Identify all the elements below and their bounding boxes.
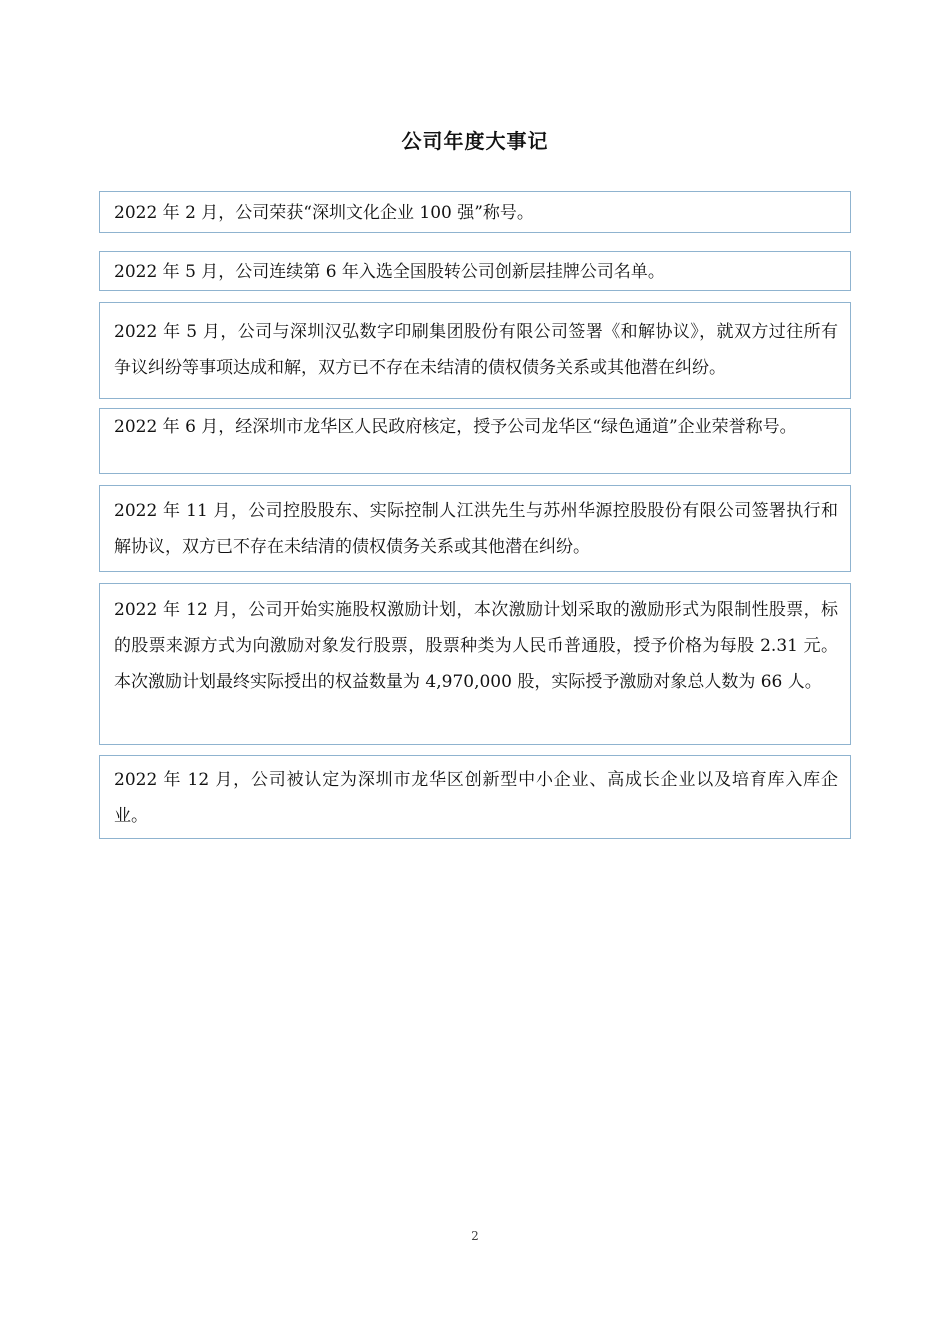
event-box xyxy=(99,302,851,399)
event-box xyxy=(99,251,851,291)
event-text: 2022 年 6 月，经深圳市龙华区人民政府核定，授予公司龙华区“绿色通道”企业荣誉称号。 xyxy=(114,417,797,437)
event-text: 2022 年 12 月，公司开始实施股权激励计划，本次激励计划采取的激励形式为限制性股票，标的股票来源方式为向激励对象发行股票，股票种类为人民币普通股，授予价格为每股 2.31 元。本次激励计划最终实际授出的权益数量为 4,970,000 股，实际授予激励对象总人数为 66 人。 xyxy=(114,600,838,692)
event-box xyxy=(99,755,851,839)
event-text: 2022 年 5 月，公司连续第 6 年入选全国股转公司创新层挂牌公司名单。 xyxy=(114,262,665,282)
event-box xyxy=(99,485,851,572)
page-number: 2 xyxy=(471,1229,479,1243)
event-box xyxy=(99,191,851,233)
event-text: 2022 年 5 月，公司与深圳汉弘数字印刷集团股份有限公司签署《和解协议》，就双方过往所有争议纠纷等事项达成和解，双方已不存在未结清的债权债务关系或其他潜在纠纷。 xyxy=(114,322,838,378)
event-box xyxy=(99,408,851,474)
event-text: 2022 年 11 月，公司控股股东、实际控制人江洪先生与苏州华源控股股份有限公司签署执行和解协议，双方已不存在未结清的债权债务关系或其他潜在纠纷。 xyxy=(114,501,838,557)
event-text: 2022 年 2 月，公司荣获“深圳文化企业 100 强”称号。 xyxy=(114,203,534,223)
event-box xyxy=(99,583,851,745)
page-title: 公司年度大事记 xyxy=(401,129,549,153)
event-text: 2022 年 12 月，公司被认定为深圳市龙华区创新型中小企业、高成长企业以及培育库入库企业。 xyxy=(114,770,838,826)
